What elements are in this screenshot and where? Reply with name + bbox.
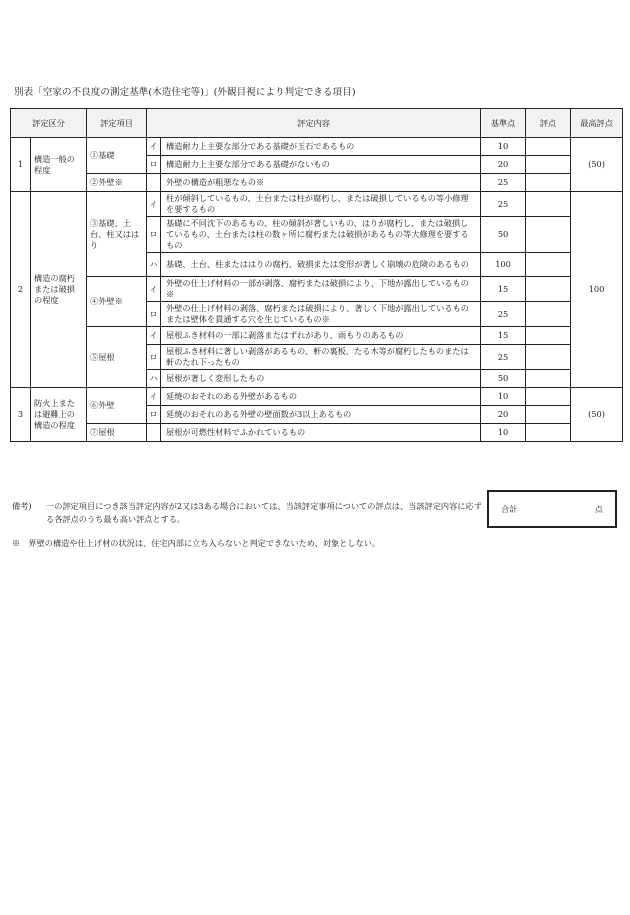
row-score-cell[interactable] xyxy=(526,174,571,192)
remarks-label: 備考) xyxy=(12,501,32,511)
row-score-cell[interactable] xyxy=(526,424,571,442)
total-box[interactable] xyxy=(487,490,617,528)
row-mark xyxy=(147,424,161,442)
row-mark: ロ xyxy=(147,217,161,253)
row-score-cell[interactable] xyxy=(526,277,571,302)
row-mark: イ xyxy=(147,327,161,345)
section-max: (50) xyxy=(571,388,623,442)
row-mark: ロ xyxy=(147,345,161,370)
row-base-score: 50 xyxy=(481,370,526,388)
row-content: 外壁の仕上げ材料の一部が剥落、腐朽または破損により、下地が露出しているもの※ xyxy=(161,277,481,302)
row-score-cell[interactable] xyxy=(526,192,571,217)
row-score-cell[interactable] xyxy=(526,406,571,424)
item-name: ②外壁※ xyxy=(87,174,147,192)
row-mark: イ xyxy=(147,388,161,406)
row-content: 屋根ふき材料に著しい剥落があるもの、軒の裏板、たる木等が腐朽したものまたは軒のたれ下ったもの xyxy=(161,345,481,370)
remarks xyxy=(12,500,482,526)
row-content: 基礎に不同沈下のあるもの、柱の傾斜が著しいもの、はりが腐朽し、または破損しているもの、土台または柱の数ヶ所に腐朽または破損があるもの等大修理を要するもの xyxy=(161,217,481,253)
row-score-cell[interactable] xyxy=(526,302,571,327)
row-content: 外壁の仕上げ材料の剥落、腐朽または破損により、著しく下地が露出しているものまたは壁体を貫通する穴を生じているもの※ xyxy=(161,302,481,327)
row-base-score: 25 xyxy=(481,345,526,370)
row-content: 屋根が著しく変形したもの xyxy=(161,370,481,388)
item-name: ⑤屋根 xyxy=(87,327,147,388)
row-mark: ハ xyxy=(147,370,161,388)
item-name: ④外壁※ xyxy=(87,277,147,327)
row-score-cell[interactable] xyxy=(526,370,571,388)
row-content: 基礎、土台、柱またははりの腐朽、破損または変形が著しく崩壊の危険のあるもの xyxy=(161,253,481,277)
section-number: 1 xyxy=(11,138,31,192)
row-mark xyxy=(147,174,161,192)
row-score-cell[interactable] xyxy=(526,138,571,156)
header-content: 評定内容 xyxy=(147,109,481,138)
row-content: 構造耐力上主要な部分である基礎がないもの xyxy=(161,156,481,174)
table-row xyxy=(11,424,623,442)
section-category: 構造一般の程度 xyxy=(31,138,87,192)
row-mark: ロ xyxy=(147,406,161,424)
row-mark: イ xyxy=(147,138,161,156)
row-mark: ハ xyxy=(147,253,161,277)
row-content: 構造耐力上主要な部分である基礎が玉石であるもの xyxy=(161,138,481,156)
header-item: 評定項目 xyxy=(87,109,147,138)
row-mark: ロ xyxy=(147,302,161,327)
table-header-row xyxy=(11,109,623,138)
row-base-score: 50 xyxy=(481,217,526,253)
row-base-score: 25 xyxy=(481,302,526,327)
row-base-score: 10 xyxy=(481,138,526,156)
header-base: 基準点 xyxy=(481,109,526,138)
section-category: 防火上または避難上の構造の程度 xyxy=(31,388,87,442)
section-max: (50) xyxy=(571,138,623,192)
row-score-cell[interactable] xyxy=(526,156,571,174)
table-row xyxy=(11,138,623,156)
evaluation-table xyxy=(10,108,623,442)
row-base-score: 100 xyxy=(481,253,526,277)
row-base-score: 25 xyxy=(481,192,526,217)
footnote: ※ 界壁の構造や仕上げ材の状況は、住宅内部に立ち入らないと判定できないため、対象としない。 xyxy=(12,538,381,548)
table-row xyxy=(11,192,623,217)
section-number: 3 xyxy=(11,388,31,442)
row-content: 延焼のおそれのある外壁があるもの xyxy=(161,388,481,406)
row-score-cell[interactable] xyxy=(526,345,571,370)
row-content: 外壁の構造が粗悪なもの※ xyxy=(161,174,481,192)
row-base-score: 25 xyxy=(481,174,526,192)
row-score-cell[interactable] xyxy=(526,388,571,406)
page-title: 別表「空家の不良度の測定基準(木造住宅等)」(外観目視により判定できる項目) xyxy=(14,87,356,98)
row-score-cell[interactable] xyxy=(526,253,571,277)
row-mark: ロ xyxy=(147,156,161,174)
remarks-text: 一の評定項目につき該当評定内容が2又は3ある場合においては、当該評定事項についての評点は、当該評定内容に応ずる各評点のうち最も高い評点とする。 xyxy=(46,501,482,524)
table-row xyxy=(11,174,623,192)
header-max: 最高評点 xyxy=(571,109,623,138)
row-base-score: 15 xyxy=(481,327,526,345)
row-base-score: 20 xyxy=(481,406,526,424)
item-name: ③基礎、土台、柱又ははり xyxy=(87,192,147,277)
row-content: 屋根が可燃性材料でふかれているもの xyxy=(161,424,481,442)
table-row xyxy=(11,388,623,406)
table-row xyxy=(11,327,623,345)
row-score-cell[interactable] xyxy=(526,327,571,345)
header-category: 評定区分 xyxy=(11,109,87,138)
header-score: 評点 xyxy=(526,109,571,138)
section-number: 2 xyxy=(11,192,31,388)
row-score-cell[interactable] xyxy=(526,217,571,253)
row-base-score: 20 xyxy=(481,156,526,174)
row-content: 柱が傾斜しているもの、土台または柱が腐朽し、または破損しているもの等小修理を要するもの xyxy=(161,192,481,217)
row-mark: イ xyxy=(147,277,161,302)
item-name: ①基礎 xyxy=(87,138,147,174)
item-name: ⑦屋根 xyxy=(87,424,147,442)
row-base-score: 10 xyxy=(481,388,526,406)
row-mark: イ xyxy=(147,192,161,217)
row-base-score: 10 xyxy=(481,424,526,442)
row-base-score: 15 xyxy=(481,277,526,302)
row-content: 延焼のおそれのある外壁の壁面数が3以上あるもの xyxy=(161,406,481,424)
row-content: 屋根ふき材料の一部に剥落またはずれがあり、雨もりのあるもの xyxy=(161,327,481,345)
item-name: ⑥外壁 xyxy=(87,388,147,424)
total-label: 合計 xyxy=(501,503,518,514)
section-category: 構造の腐朽または破損の程度 xyxy=(31,192,87,388)
section-max: 100 xyxy=(571,192,623,388)
total-unit: 点 xyxy=(594,503,603,514)
table-row xyxy=(11,277,623,302)
